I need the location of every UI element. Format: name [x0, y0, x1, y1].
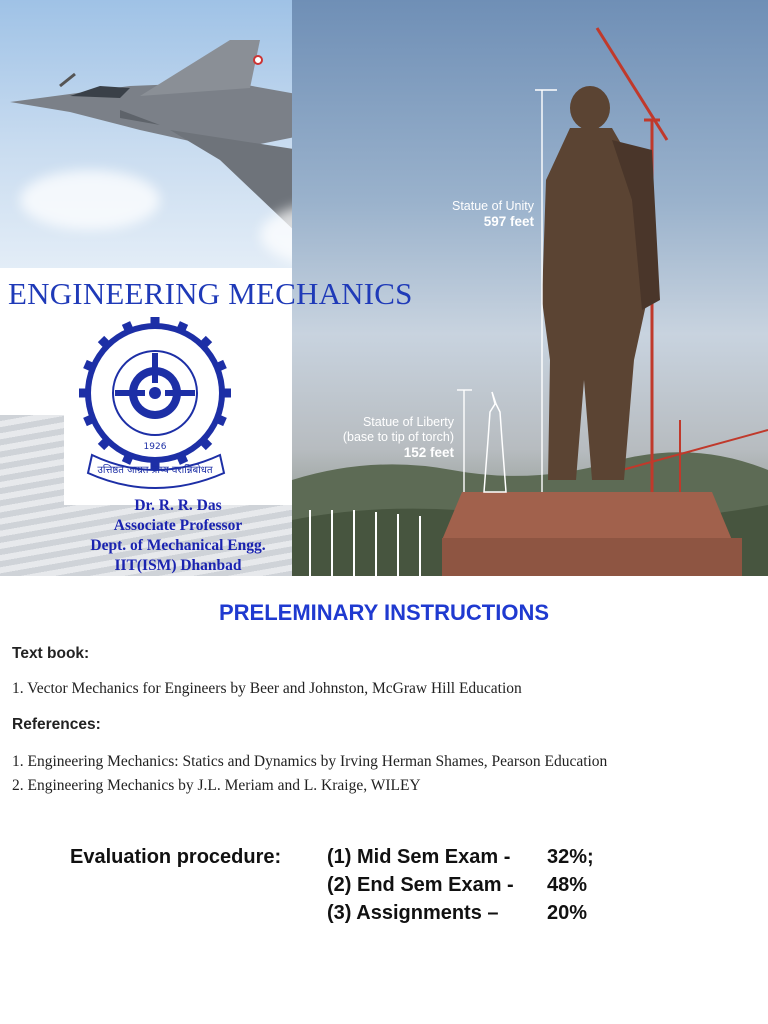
unity-label — [422, 199, 534, 230]
evaluation-item-value: 48% — [547, 874, 588, 896]
evaluation-item-text: (2) End Sem Exam - — [327, 874, 514, 896]
evaluation-item-value: 20% — [547, 902, 588, 924]
liberty-name: Statue of Liberty — [362, 415, 454, 429]
institute-logo — [64, 305, 292, 505]
logo-year: 1926 — [143, 442, 167, 452]
author-department: Dept. of Mechanical Engg. — [90, 537, 266, 554]
author-name: Dr. R. R. Das — [134, 497, 222, 514]
textbook-item: 1. Vector Mechanics for Engineers by Beer and Johnston, McGraw Hill Education — [12, 680, 522, 697]
evaluation-label: Evaluation procedure: — [70, 846, 282, 868]
evaluation-item-value: 32%; — [547, 846, 594, 868]
liberty-note: (base to tip of torch) — [342, 430, 454, 444]
unity-height: 597 feet — [483, 214, 534, 229]
evaluation-item-text: (3) Assignments – — [327, 902, 499, 924]
unity-name: Statue of Unity — [452, 199, 534, 213]
author-position: Associate Professor — [113, 517, 243, 534]
author-institute: IIT(ISM) Dhanbad — [114, 557, 242, 574]
textbook-heading: Text book: — [12, 645, 90, 662]
liberty-height: 152 feet — [403, 445, 454, 460]
cover-title: ENGINEERING MECHANICS — [8, 276, 413, 311]
instructions-heading: PRELEMINARY INSTRUCTIONS — [218, 600, 550, 625]
liberty-label — [312, 415, 454, 461]
statue-of-unity-figure — [542, 86, 660, 480]
references-heading: References: — [12, 716, 101, 733]
evaluation-item-text: (1) Mid Sem Exam - — [327, 846, 511, 868]
logo-motto: उत्तिष्ठत जाग्रत प्राप्य वरान्निबोधत — [97, 465, 213, 476]
reference-item: 1. Engineering Mechanics: Statics and Dynamics by Irving Herman Shames, Pearson Education — [12, 753, 608, 770]
reference-item: 2. Engineering Mechanics by J.L. Meriam and L. Kraige, WILEY — [12, 777, 421, 794]
